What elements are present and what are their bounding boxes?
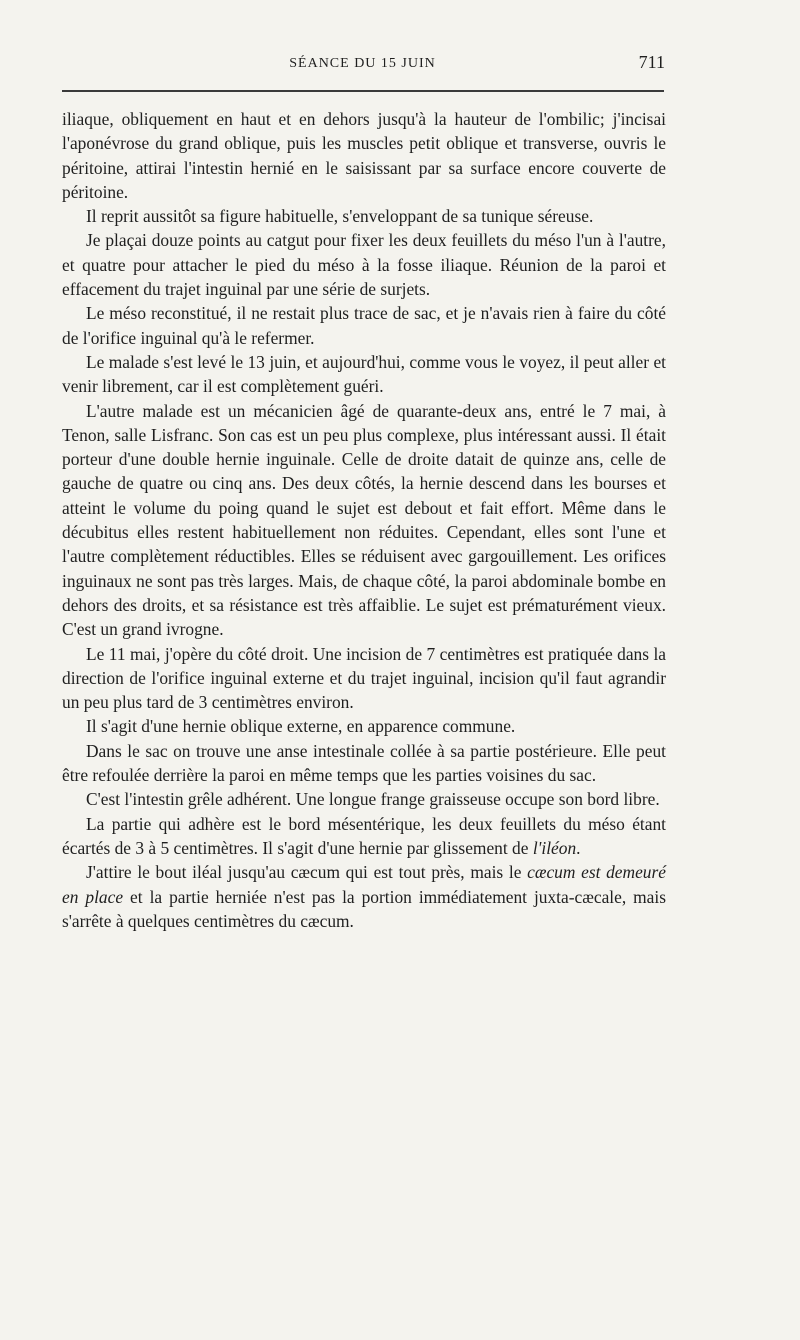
text-segment: Le malade s'est levé le 13 juin, et aujourd'hui, comme vous le voyez, il peut aller et venir librement, car il est complètement guéri. <box>62 351 666 397</box>
italic-segment: l'iléon <box>532 837 577 858</box>
running-title: SÉANCE DU 15 JUIN <box>289 56 436 71</box>
text-segment: La partie qui adhère est le bord mésentérique, les deux feuillets du méso étant écartés de 3 à 5 centimètres. Il s'agit d'une hernie par glissement de <box>62 813 666 858</box>
text-segment: Dans le sac on trouve une anse intestinale collée à sa partie postérieure. Elle peut être refoulée derrière la paroi en même temps que les parties voisines du sac. <box>62 740 666 786</box>
text-segment: et la partie herniée n'est pas la portion immédiatement juxta-cæcale, mais s'arrête à quelques centimètres du cæcum. <box>62 886 667 931</box>
text-segment: . <box>576 837 581 858</box>
page-number: 711 <box>638 52 665 72</box>
paragraph <box>62 642 666 715</box>
paragraph <box>62 301 666 350</box>
paragraph <box>62 787 666 811</box>
text-segment: L'autre malade est un mécanicien âgé de quarante-deux ans, entré le 7 mai, à Tenon, salle Lisfranc. Son cas est un peu plus complexe, plus intéressant aussi. Il était porteur d'une double hernie inguinale. Celle de droite datait de quinze ans, celle de gauche de quatre ou cinq ans. Des deux côtés, la hernie descend dans les bourses et atteint le volume du poing quand le sujet est debout et fait effort. Même dans le décubitus elles restent habituellement non réduites. Cependant, elles sont l'une et l'autre complètement réductibles. Elles se réduisent avec gargouillement. Les orifices inguinaux ne sont pas très larges. Mais, de chaque côté, la paroi abdominale bombe en dehors des droits, et sa résistance est très affaiblie. Le sujet est prématurément vieux. C'est un grand ivrogne. <box>62 400 666 640</box>
header-rule <box>62 90 664 92</box>
text-segment: Je plaçai douze points au catgut pour fixer les deux feuillets du méso l'un à l'autre, et quatre pour attacher le pied du méso à la fosse iliaque. Réunion de la paroi et effacement du trajet inguinal par une série de surjets. <box>62 230 666 300</box>
paragraph <box>62 204 666 228</box>
paragraph <box>62 812 666 861</box>
text-segment: Il s'agit d'une hernie oblique externe, en apparence commune. <box>86 716 516 737</box>
text-segment: J'attire le bout iléal jusqu'au cæcum qui est tout près, mais le <box>86 862 528 883</box>
paragraph <box>62 107 666 204</box>
text-segment: iliaque, obliquement en haut et en dehors jusqu'à la hauteur de l'ombilic; j'incisai l'aponévrose du grand oblique, puis les muscles petit oblique et transverse, ouvris le péritoine, attirai l'intestin hernié en le saisissant par sa surface encore couverte de péritoine. <box>62 109 666 202</box>
page-header <box>60 50 665 78</box>
body-text <box>62 107 666 933</box>
paragraph <box>62 860 666 933</box>
text-segment: Le méso reconstitué, il ne restait plus trace de sac, et je n'avais rien à faire du côté de l'orifice inguinal qu'à le refermer. <box>62 303 666 348</box>
paragraph <box>62 739 666 788</box>
italic-segment: cæcum est demeuré en place <box>62 862 666 907</box>
paragraph <box>62 399 666 642</box>
text-segment: C'est l'intestin grêle adhérent. Une longue frange graisseuse occupe son bord libre. <box>86 789 660 810</box>
text-segment: Le 11 mai, j'opère du côté droit. Une incision de 7 centimètres est pratiquée dans la direction de l'orifice inguinal externe et du trajet inguinal, incision qu'il faut agrandir un peu plus tard de 3 centimètres environ. <box>62 643 666 713</box>
paragraph <box>62 714 666 738</box>
text-segment: Il reprit aussitôt sa figure habituelle, s'enveloppant de sa tunique séreuse. <box>86 206 594 227</box>
paragraph <box>62 228 666 301</box>
paragraph <box>62 350 666 399</box>
